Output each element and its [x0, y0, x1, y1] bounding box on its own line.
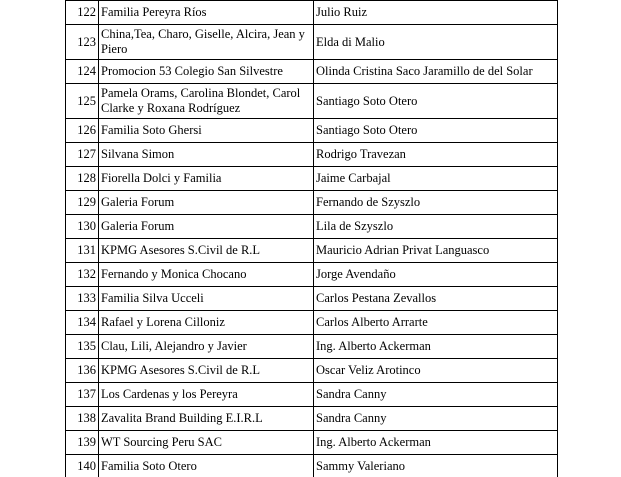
- donor-cell: Pamela Orams, Carolina Blondet, Carol Clarke y Roxana Rodríguez: [99, 84, 314, 119]
- donor-cell: Clau, Lili, Alejandro y Javier: [99, 335, 314, 359]
- recipient-cell: Sandra Canny: [314, 383, 558, 407]
- table-row: [66, 311, 558, 335]
- recipient-cell: Elda di Malio: [314, 25, 558, 60]
- donor-cell: Rafael y Lorena Cilloniz: [99, 311, 314, 335]
- donor-cell: Familia Soto Otero: [99, 455, 314, 477]
- table-row: [66, 60, 558, 84]
- row-number: 139: [66, 431, 99, 455]
- table-row: [66, 167, 558, 191]
- table-row: [66, 455, 558, 477]
- donation-table: [65, 0, 558, 477]
- table-row: [66, 1, 558, 25]
- recipient-cell: Fernando de Szyszlo: [314, 191, 558, 215]
- recipient-cell: Carlos Alberto Arrarte: [314, 311, 558, 335]
- donor-cell: Galeria Forum: [99, 191, 314, 215]
- table-row: [66, 359, 558, 383]
- row-number: 129: [66, 191, 99, 215]
- table-row: [66, 263, 558, 287]
- recipient-cell: Santiago Soto Otero: [314, 119, 558, 143]
- table-row: [66, 383, 558, 407]
- recipient-cell: Ing. Alberto Ackerman: [314, 335, 558, 359]
- row-number: 140: [66, 455, 99, 477]
- row-number: 134: [66, 311, 99, 335]
- table-row: [66, 407, 558, 431]
- donor-cell: Promocion 53 Colegio San Silvestre: [99, 60, 314, 84]
- table-row: [66, 25, 558, 60]
- donor-cell: Familia Soto Ghersi: [99, 119, 314, 143]
- table-row: [66, 239, 558, 263]
- donor-cell: Galeria Forum: [99, 215, 314, 239]
- table-row: [66, 191, 558, 215]
- table-row: [66, 431, 558, 455]
- donor-cell: China,Tea, Charo, Giselle, Alcira, Jean y Piero: [99, 25, 314, 60]
- recipient-cell: Rodrigo Travezan: [314, 143, 558, 167]
- row-number: 135: [66, 335, 99, 359]
- donor-cell: Zavalita Brand Building E.I.R.L: [99, 407, 314, 431]
- recipient-cell: Mauricio Adrian Privat Languasco: [314, 239, 558, 263]
- recipient-cell: Jaime Carbajal: [314, 167, 558, 191]
- row-number: 132: [66, 263, 99, 287]
- row-number: 133: [66, 287, 99, 311]
- donor-cell: Familia Silva Ucceli: [99, 287, 314, 311]
- table-row: [66, 84, 558, 119]
- row-number: 128: [66, 167, 99, 191]
- row-number: 127: [66, 143, 99, 167]
- donor-cell: WT Sourcing Peru SAC: [99, 431, 314, 455]
- row-number: 126: [66, 119, 99, 143]
- recipient-cell: Carlos Pestana Zevallos: [314, 287, 558, 311]
- table-row: [66, 143, 558, 167]
- row-number: 136: [66, 359, 99, 383]
- donor-cell: Fernando y Monica Chocano: [99, 263, 314, 287]
- recipient-cell: Santiago Soto Otero: [314, 84, 558, 119]
- row-number: 130: [66, 215, 99, 239]
- row-number: 122: [66, 1, 99, 25]
- table-row: [66, 119, 558, 143]
- recipient-cell: Sammy Valeriano: [314, 455, 558, 477]
- recipient-cell: Ing. Alberto Ackerman: [314, 431, 558, 455]
- donor-cell: Silvana Simon: [99, 143, 314, 167]
- table-body: [66, 1, 558, 477]
- row-number: 131: [66, 239, 99, 263]
- recipient-cell: Lila de Szyszlo: [314, 215, 558, 239]
- row-number: 138: [66, 407, 99, 431]
- recipient-cell: Julio Ruiz: [314, 1, 558, 25]
- donor-cell: KPMG Asesores S.Civil de R.L: [99, 239, 314, 263]
- recipient-cell: Jorge Avendaño: [314, 263, 558, 287]
- recipient-cell: Oscar Veliz Arotinco: [314, 359, 558, 383]
- table-row: [66, 215, 558, 239]
- donor-cell: KPMG Asesores S.Civil de R.L: [99, 359, 314, 383]
- donor-cell: Fiorella Dolci y Familia: [99, 167, 314, 191]
- donor-cell: Familia Pereyra Ríos: [99, 1, 314, 25]
- row-number: 137: [66, 383, 99, 407]
- row-number: 125: [66, 84, 99, 119]
- table-row: [66, 287, 558, 311]
- table-row: [66, 335, 558, 359]
- row-number: 124: [66, 60, 99, 84]
- row-number: 123: [66, 25, 99, 60]
- donor-cell: Los Cardenas y los Pereyra: [99, 383, 314, 407]
- recipient-cell: Olinda Cristina Saco Jaramillo de del Solar: [314, 60, 558, 84]
- recipient-cell: Sandra Canny: [314, 407, 558, 431]
